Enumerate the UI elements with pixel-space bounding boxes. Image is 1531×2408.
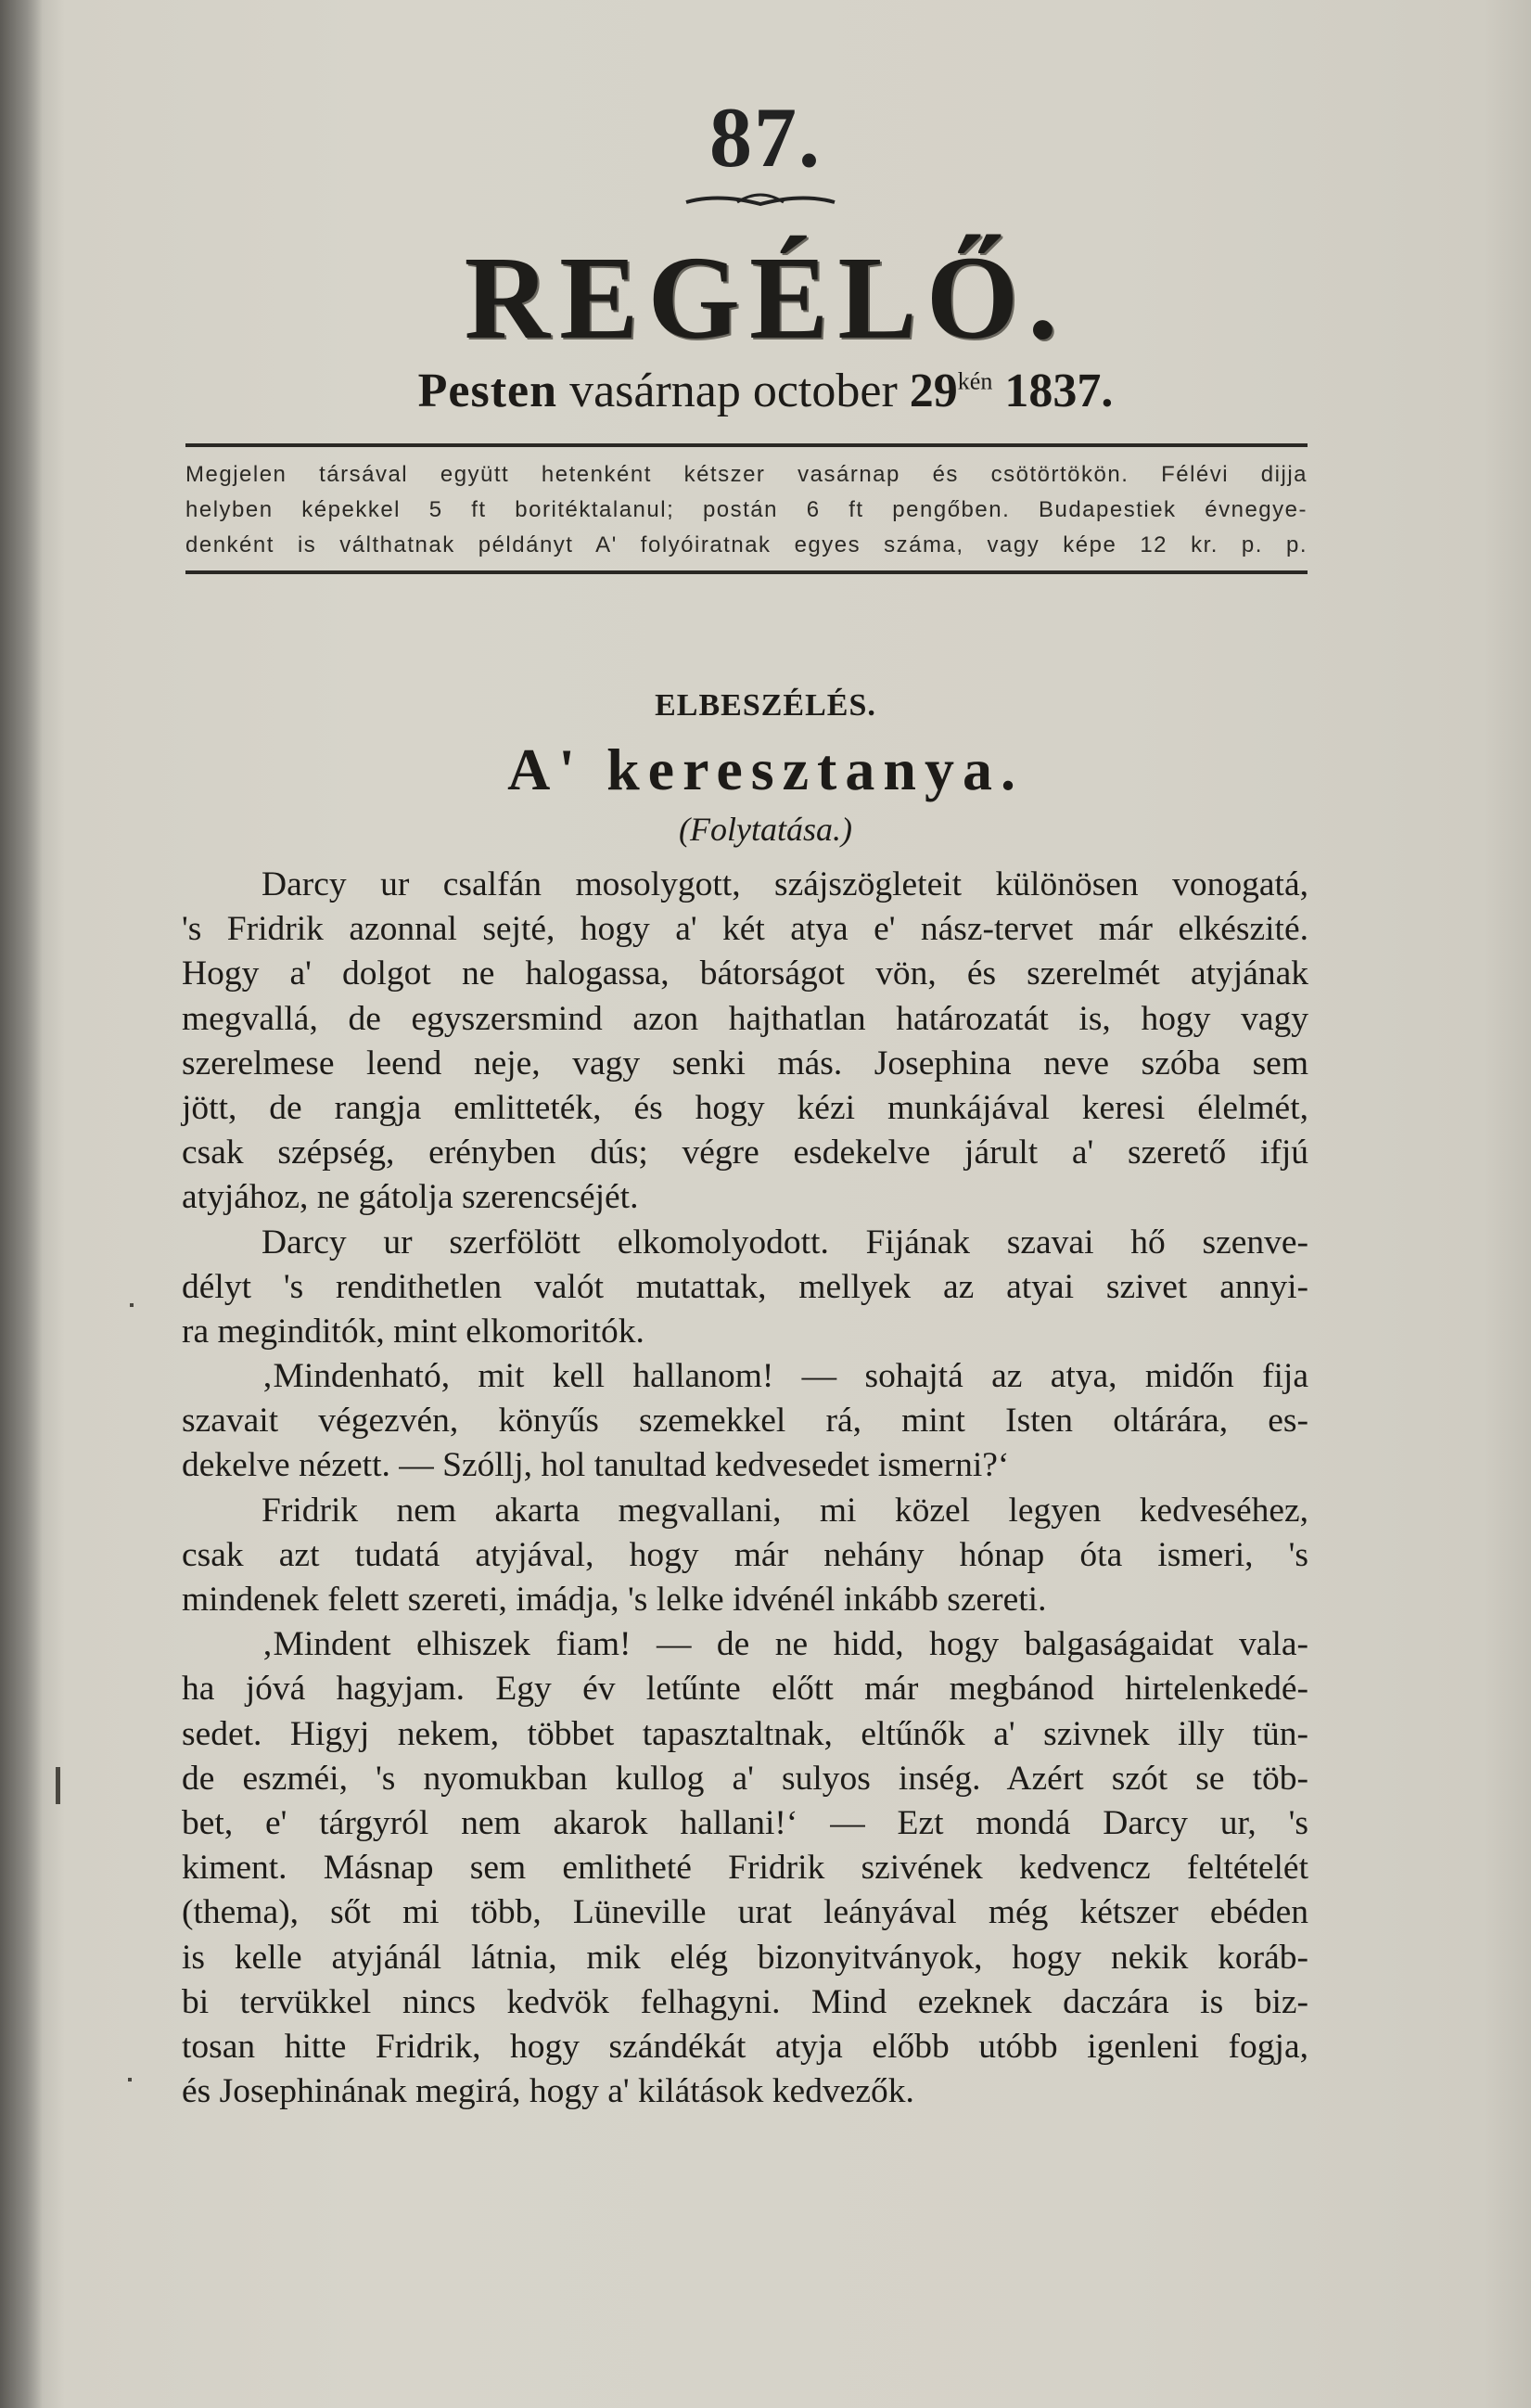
- article-body: [182, 863, 1308, 2114]
- text-line: csak szépség, erényben dús; végre esdekelve járult a' szerető ifjú: [182, 1134, 1308, 1172]
- text-line: ra meginditók, mint elkomoritók.: [182, 1312, 644, 1351]
- text-line: Darcy ur csalfán mosolygott, szájszögleteit különösen vonogatá,: [262, 865, 1308, 903]
- text-line: megvallá, de egyszersmind azon hajthatlan határozatát is, hogy vagy: [182, 999, 1308, 1038]
- text-line: Fridrik nem akarta megvallani, mi közel legyen kedveséhez,: [262, 1491, 1308, 1530]
- text-line: jött, de rangja emlitteték, és hogy kézi munkájával keresi élelmét,: [182, 1088, 1308, 1127]
- text-line: atyjához, ne gátolja szerencséjét.: [182, 1178, 639, 1217]
- text-line: 's Fridrik azonnal sejté, hogy a' két atya e' nász-tervet már elkészité.: [182, 910, 1308, 949]
- header-rule-bottom: [185, 570, 1308, 574]
- text-line: bet, e' tárgyról nem akarok hallani!‘ — Ezt mondá Darcy ur, 's: [182, 1803, 1308, 1842]
- subscription-notice: [185, 457, 1308, 563]
- subscription-line: denként is válthatnak példányt A' folyóiratnak egyes száma, vagy képe 12 kr. p. p.: [185, 532, 1308, 557]
- text-line: sedet. Higyj nekem, többet tapasztaltnak, eltűnők a' szivnek illy tün-: [182, 1714, 1308, 1753]
- text-line: csak azt tudatá atyjával, hogy már nehány hónap óta ismeri, 's: [182, 1535, 1308, 1574]
- text-line: szavait végezvén, könyűs szemekkel rá, mint Isten oltárára, es-: [182, 1402, 1308, 1441]
- text-line: kiment. Másnap sem emlitheté Fridrik szivének kedvencz feltételét: [182, 1849, 1308, 1888]
- header-rule-top: [185, 443, 1308, 447]
- text-line: tosan hitte Fridrik, hogy szándékát atyja előbb utóbb igenleni fogja,: [182, 2027, 1308, 2066]
- text-line: mindenek felett szereti, imádja, 's lelke idvénél inkább szereti.: [182, 1581, 1047, 1619]
- masthead-title: REGÉLŐ.: [464, 232, 1067, 364]
- text-line: ha jóvá hagyjam. Egy év letűnte előtt már megbánod hirtelenkedé-: [182, 1670, 1308, 1709]
- dateline-day-suffix: kén: [957, 367, 993, 395]
- text-line: délyt 's rendithetlen valót mutattak, mellyek az atyai szivet annyi-: [182, 1267, 1308, 1306]
- subscription-line: Megjelen társával együtt hetenként kétszer vasárnap és csötörtökön. Félévi dijja: [185, 462, 1308, 487]
- text-line: bi tervükkel nincs kedvök felhagyni. Mind ezeknek daczára is biz-: [182, 1982, 1308, 2021]
- text-line: Darcy ur szerfölött elkomolyodott. Fijának szavai hő szenve-: [262, 1223, 1308, 1262]
- text-line: ‚Mindenható, mit kell hallanom! — sohajtá az atya, midőn fija: [262, 1357, 1308, 1396]
- text-line: ‚Mindent elhiszek fiam! — de ne hidd, hogy balgaságaidat vala-: [262, 1625, 1308, 1664]
- section-label: ELBESZÉLÉS.: [655, 688, 876, 723]
- text-line: dekelve nézett. — Szóllj, hol tanultad kedvesedet ismerni?‘: [182, 1446, 1010, 1485]
- text-line: (thema), sőt mi több, Lüneville urat leányával még kétszer ebéden: [182, 1893, 1308, 1932]
- ornament-flourish: [682, 184, 839, 211]
- continuation-note: (Folytatása.): [679, 811, 852, 848]
- dateline-day: 29: [909, 365, 958, 417]
- dateline: [0, 364, 1531, 418]
- text-line: szerelmese leend neje, vagy senki más. Josephina neve szóba sem: [182, 1044, 1308, 1082]
- dateline-text: vasárnap october: [569, 365, 898, 417]
- story-title: A' keresztanya.: [507, 736, 1024, 802]
- subscription-line: helyben képekkel 5 ft boritéktalanul; postán 6 ft pengőben. Budapestiek évnegye-: [185, 497, 1308, 522]
- margin-dot: [128, 2078, 132, 2081]
- dateline-year: 1837.: [1004, 365, 1114, 417]
- text-line: és Josephinának megirá, hogy a' kilátások kedvezők.: [182, 2072, 914, 2111]
- margin-dot: [130, 1303, 134, 1307]
- text-line: is kelle atyjánál látnia, mik elég bizonyitványok, hogy nekik koráb-: [182, 1938, 1308, 1977]
- dateline-city: Pesten: [417, 365, 558, 417]
- text-line: de eszméi, 's nyomukban kullog a' sulyos inség. Azért szót se töb-: [182, 1759, 1308, 1798]
- issue-number: 87.: [709, 90, 822, 185]
- margin-mark: [56, 1767, 60, 1804]
- text-line: Hogy a' dolgot ne halogassa, bátorságot vön, és szerelmét atyjának: [182, 954, 1308, 993]
